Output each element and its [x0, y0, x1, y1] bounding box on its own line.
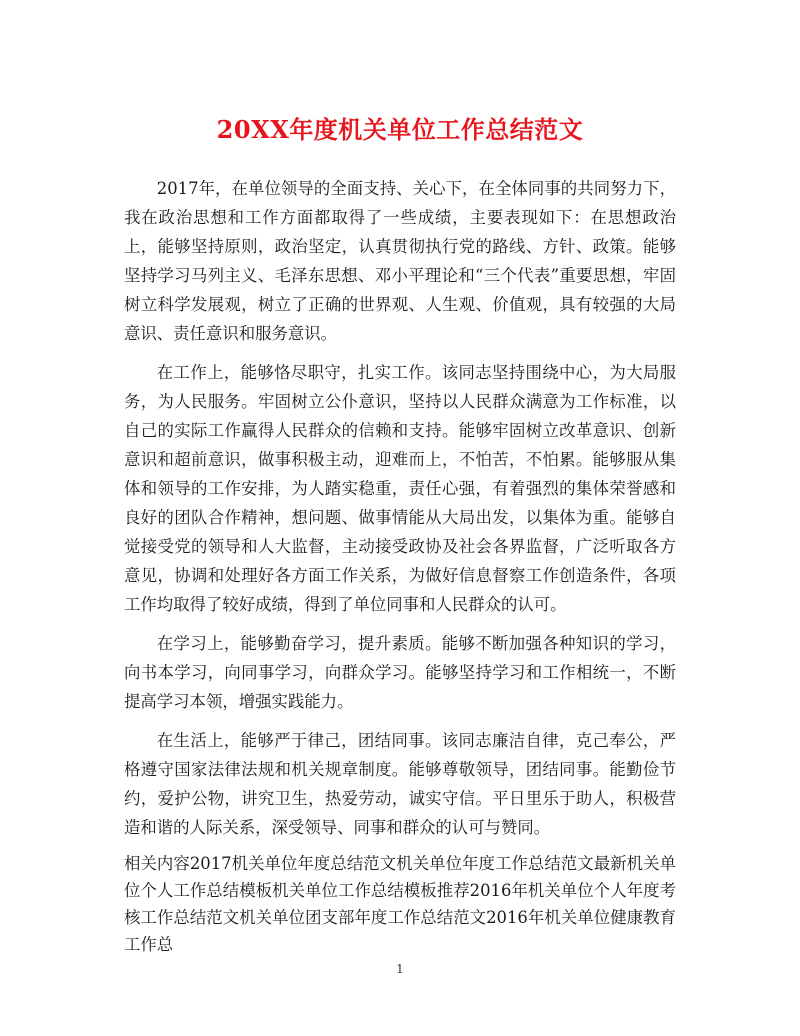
- document-body: [124, 174, 676, 852]
- page-number: 1: [396, 962, 404, 976]
- paragraph-study: 在学习上，能够勤奋学习，提升素质。能够不断加强各种知识的学习，向书本学习，向同事学习，向群众学习。能够坚持学习和工作相统一，不断提高学习本领，增强实践能力。: [124, 634, 676, 711]
- paragraph-work: 在工作上，能够恪尽职守，扎实工作。该同志坚持围绕中心，为大局服务，为人民服务。牢固树立公仆意识，坚持以人民群众满意为工作标准，以自己的实际工作赢得人民群众的信赖和支持。能够牢固树立改革意识、创新意识和超前意识，做事积极主动，迎难而上，不怕苦，不怕累。能够服从集体和领导的工作安排，为人踏实稳重，责任心强，有着强烈的集体荣誉感和良好的团队合作精神，想问题、做事情能从大局出发，以集体为重。能够自觉接受党的领导和人大监督，主动接受政协及社会各界监督，广泛听取各方意见，协调和处理好各方面工作关系，为做好信息督察工作创造条件，各项工作均取得了较好成绩，得到了单位同事和人民群众的认可。: [124, 363, 676, 614]
- document-title: 20XX年度机关单位工作总结范文: [216, 115, 584, 144]
- related-content: 相关内容2017机关单位年度总结范文机关单位年度工作总结范文最新机关单位个人工作总结模板机关单位工作总结模板推荐2016年机关单位个人年度考核工作总结范文机关单位团支部年度工作总结范文2016年机关单位健康教育工作总: [124, 854, 676, 954]
- paragraph-life: 在生活上，能够严于律己，团结同事。该同志廉洁自律，克己奉公，严格遵守国家法律法规和机关规章制度。能够尊敬领导，团结同事。能勤俭节约，爱护公物，讲究卫生，热爱劳动，诚实守信。平日里乐于助人，积极营造和谐的人际关系，深受领导、同事和群众的认可与赞同。: [124, 731, 676, 837]
- paragraph-intro: 2017年，在单位领导的全面支持、关心下，在全体同事的共同努力下，我在政治思想和工作方面都取得了一些成绩，主要表现如下：在思想政治上，能够坚持原则，政治坚定，认真贯彻执行党的路线、方针、政策。能够坚持学习马列主义、毛泽东思想、邓小平理论和“三个代表”重要思想，牢固树立科学发展观，树立了正确的世界观、人生观、价值观，具有较强的大局意识、责任意识和服务意识。: [124, 179, 676, 343]
